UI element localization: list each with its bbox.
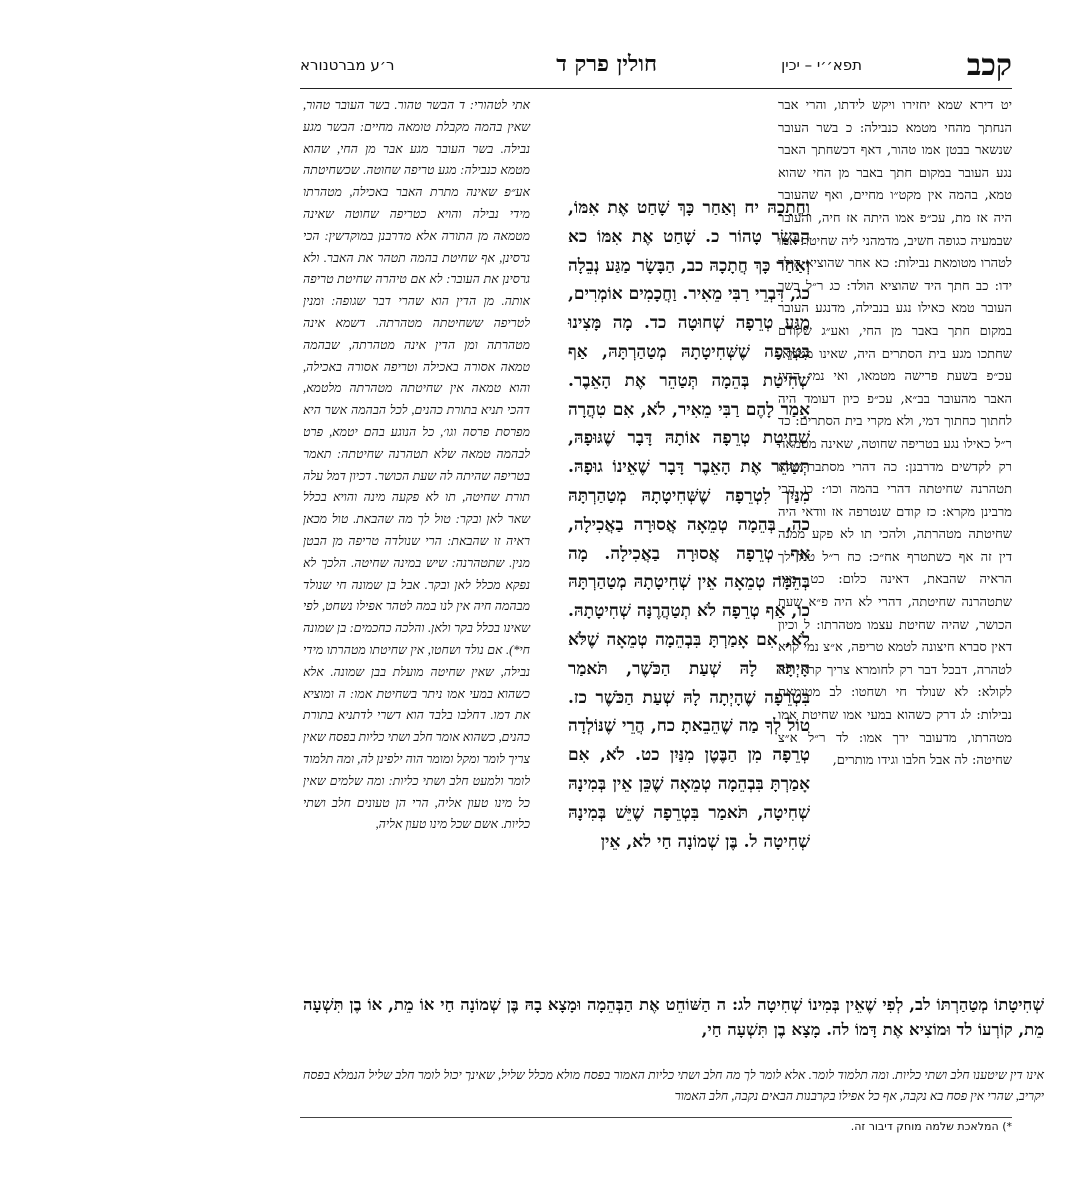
footnote-rule <box>300 1117 1012 1118</box>
footnote: *) המלאכת שלמה מוחק דיבור זה. <box>850 1120 1012 1133</box>
mishnah-continuation: שְׁחִיטָתוֹ מְטַהַרְתּוֹ לב, לְפִי שֶׁאֵין בְּמִינוֹ שְׁחִיטָה לג: ה הַשּׁוֹחֵט אֶת הַבְּהֵמָה וּמָצָא בָהּ בֶּן שְׁמוֹנָה חַי אוֹ מֵת, אוֹ בֶן תִּשְׁעָה מֵת, קוֹרְעוֹ לד וּמוֹצִיא אֶת דָּמוֹ לה. מָצָא בֶן תִּשְׁעָה חַי, <box>303 995 1044 1039</box>
mishnah-text: וַחֲתָכָהּ יח וְאַחַר כָּךְ שָׁחַט אֶת אִמּוֹ, הַבָּשָׂר טָהוֹר כ. שָׁחַט אֶת אִמּוֹ כא וְאַחַר כָּךְ חֲתָכָהּ כב, הַבָּשָׂר מַגַּע נְבֵלָה כג, דִּבְרֵי רַבִּי מֵאִיר. וַחֲכָמִים אוֹמְרִים, מַגַּע טְרֵפָה שְׁחוּטָה כד. מָה מָּצִינוּ בִטְרֵפָה שֶׁשְּׁחִיטָתָהּ מְטַהַרְתָּהּ, אַף שְׁחִיטַת בְּהֵמָה תְּטַהֵר אֶת הָאֵבֶר. אָמַר לָהֶם רַבִּי מֵאִיר, לֹא, אִם טִהֲרָה שְׁחִיטַת טְרֵפָה אוֹתָהּ דָּבָר שֶׁגּוּפָהּ, תְּטַהֵר אֶת הָאֵבֶר דָּבָר שֶׁאֵינוֹ גוּפָהּ. מִנַּיִן לִטְרֵפָה שֶׁשְּׁחִיטָתָהּ מְטַהַרְתָּהּ כה, בְּהֵמָה טְמֵאָה אֲסוּרָה בַאֲכִילָה, אַף טְרֵפָה אֲסוּרָה בַאֲכִילָה. מָה בְּהֵמָה טְמֵאָה אֵין שְׁחִיטָתָהּ מְטַהַרְתָּהּ כו, אַף טְרֵפָה לֹא תְטַהֲרֶנָּה שְׁחִיטָתָהּ. לֹא, אִם אָמַרְתָּ בִּבְהֵמָה טְמֵאָה שֶׁלֹּא הָיְתָה לָהּ שְׁעַת הַכֹּשֶׁר, תֹּאמַר בִּטְרֵפָה שֶׁהָיְתָה לָהּ שְׁעַת הַכֹּשֶׁר כז. טוֹל לְךָ מַה שֶׁהֵבֵאתָ כח, הֲרֵי שֶׁנּוֹלְדָה טְרֵפָה מִן הַבֶּטֶן מִנַּיִן כט. לֹא, אִם אָמַרְתָּ בִּבְהֵמָה טְמֵאָה שֶׁכֵּן אֵין בְּמִינָהּ שְׁחִיטָה, תֹּאמַר בִּטְרֵפָה שֶׁיֵּשׁ בְּמִינָהּ שְׁחִיטָה ל. בֶּן שְׁמוֹנָה חַי לא, אֵין <box>568 198 810 852</box>
page-header <box>300 46 1012 86</box>
right-commentary-column: יט דירא שמא יחזירו ויקש לידתו, והרי אבר הנחתך מהחי מטמא כנבילה: כ בשר העובר שנשאר בבטן אמו טהור, דאף דכשחתך האבר נגע העובר במקום חתך באבר מן החי שהוא טמא, בהמה אין מקט״ו מחיים, ואף שהעובר היה אז מת, עכ״פ אמו היתה אז חיה, והעובר שבמעיה כגופה חשיב, מדמהני ליה שחיטת אמו לטהרו מטומאת נבילות: כא אחר שהוציא הולד ידו: כב חתך היד שהוציא הולד: כג ר״ל בשר העובר טמא כאילו נגע בנבילה, מדנגע העובר במקום חתך באבר מן החי, ואע״ג שקודם שחתכו מגע בית הסתרים היה, שאינו מטמא, עכ״פ בשעת פרישה מטמאו, ואי נמי החיז האבר מהעובר בב״א, עכ״פ כיון דעומד היה לחתוך כחתוך דמי, ולא מקרי בית הסתרים: כד ר״ל כאילו נגע בטריפה שחוטה, שאינה מטמאה רק לקדשים מדרבנן: כה דהרי מסתבר שלא תטהרנה שחיטתה דהרי בהמה וכו׳: כו הכי מרבינן מקרא: כז קודם שנטרפה אז וודאי היה שחיטתה מטהרתה, ולהכי תו לא פקע ממנה דין זה אף כשתטרף אח״כ: כח ר״ל טול לך הראיה שהבאת, דאינה כלום: כט מנין שתטהרנה שחיטתה, דהרי לא היה פ״א שעת הכושר, שהיה שחיטת עצמו מטהרתו: ל וכיון דאין סברא חיצונה לטמא טריפה, א״צ נמי קרא לטהרה, דבכל דבר רק לחומרא צריך קרא ולא לקולא: לא שנולד חי ושחטו: לב מטומאת נבילות: לג דרק כשהוא במעי אמו שחיטת אמו מטהרתו, מדעובר ירך אמו: לד ר״ל א״צ שחיטה: לה אבל חלבו וגידו מותרים, <box>778 98 1012 769</box>
header-rule <box>300 88 1012 89</box>
chapter-title: חולין פרק ד <box>556 51 657 77</box>
page-range: תפא׳׳י – יכין <box>781 56 862 74</box>
page-number: קכב <box>966 48 1012 83</box>
commentator-name: ר׳ע מברטנורא <box>300 56 395 74</box>
bottom-commentary: אינו דין שיטענו חלב ושתי כליות. ומה תלמוד לומר. אלא לומר לך מה חלב ושתי כליות האמור בפסח מולא מכלל שליל, שאינך יכול לומר חלב שליל הנמלא בפסח יקריב, שהרי אין פסח בא נקבה, אף כל אפילו בקרבנות הבאים נקבה, חלב האמור <box>303 1068 1044 1103</box>
left-commentary-column: אתי לטהורי: ד הבשר טהור. בשר העובר טהור, שאין בהמה מקבלת טומאה מחיים: הבשר מגע נבילה. בשר העובר מגע אבר מן החי, שהוא מטמא כנבילה: מגע טריפה שחוטה. שכשחיטתה אע״פ שאינה מתרת האבר באכילה, מטהרתו מידי נבילה והויא כטריפה שחוטה שאינה מטמאה מן התורה אלא מדרבנן במוקדשין: הכי גרסינן, אף שחיטת בהמה תטהר את האבר. ולא גרסינן את העובר: לא אם טיהרה שחיטת טריפה אותה. מן הדין הוא שהרי דבר שגופה: ומנין לטריפה ששחיטתה מטהרתה. דשמא אינה מטהרתה ומן הדין אינה מטהרתה, שבהמה טמאה אסורה באכילה וטריפה אסורה באכילה, והוא טמאה אין שחיטתה מטהרתה מלטמא, דהכי תניא בתורת כהנים, לכל הבהמה אשר היא מפרסת פרסה וגו׳, כל הנוגע בהם יטמא, פרט לבהמה טמאה שלא תטהרנה שחיטתה: תאמר בטריפה שהיתה לה שעת הכושר. דכיון דמל עלה תורת שחיטה, תו לא פקעה מינה והויא בכלל שאר לאן ובקר: טול לך מה שהבאת. טול מכאן ראיה זו שהבאת: הרי שנולדה טריפה מן הבטן מנין. שתטהרנה: שיש במינה שחיטה. הלכך לא נפקא מכלל לאן ובקר. אבל בן שמונה חי שנולד מבהמה חיה אין לנו במה לטהר אפילו נשחט, לפי שאינו בכלל בקר ולאן. והלכה כחכמים: בן שמונה חי*). אם נולד ושחטו, אין שחיטתו מטהרתו מידי נבילה, שאין שחיטה מועלת בבן שמונה. אלא כשהוא במעי אמו ניתר בשחיטת אמו: ה ומוציא את דמו. דחלבו בלבד הוא דשרי לדתניא בתורת כהנים, כשהוא אומר חלב ושתי כליות בפסח שאין צריך לומר ומקל ומומר הוה ילפינן לה, ומה תלמוד לומר ולמעט חלב ושתי כליות: ומה שלמים שאין כל מינו טעון אליה, הרי הן טעונים חלב ושתי כליות. אשם שכל מינו טעון אליה, <box>302 98 530 832</box>
